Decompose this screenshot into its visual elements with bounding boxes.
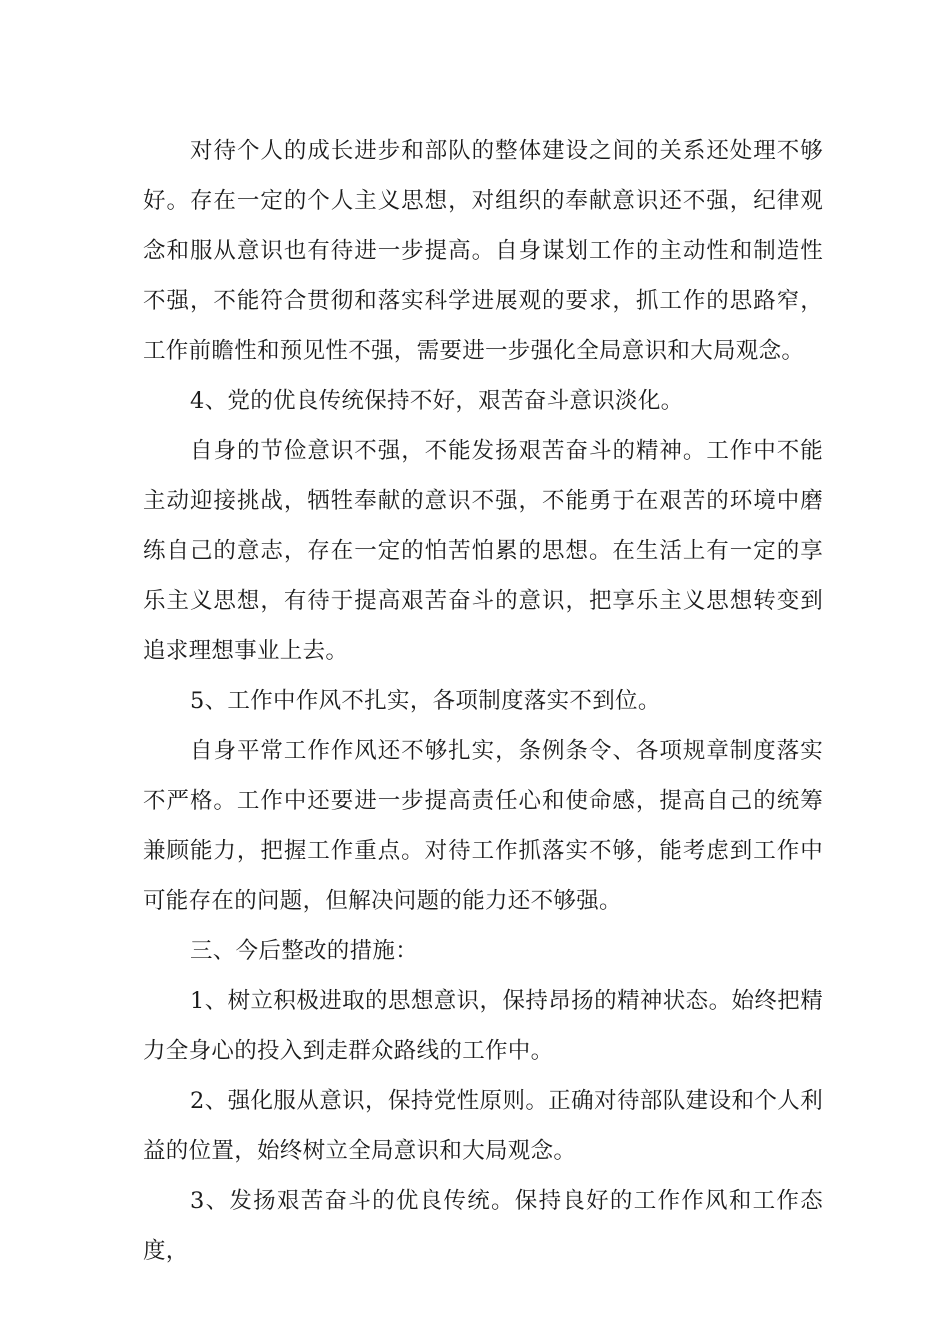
heading-item-5: 5、工作中作风不扎实，各项制度落实不到位。 <box>190 688 661 714</box>
paragraph-work-style: 自身平常工作作风还不够扎实，条例条令、各项规章制度落实不严格。工作中还要进一步提高责任心和使命感，提高自己的统筹兼顾能力，把握工作重点。对待工作抓落实不够，能考虑到工作中可能存在的问题，但解决问题的能力还不够强。 <box>143 738 823 914</box>
measure-item-3: 3、发扬艰苦奋斗的优良传统。保持良好的工作作风和工作态度， <box>143 1188 823 1264</box>
measure-item-2: 2、强化服从意识，保持党性原则。正确对待部队建设和个人利益的位置，始终树立全局意识和大局观念。 <box>143 1088 823 1164</box>
heading-item-4: 4、党的优良传统保持不好，艰苦奋斗意识淡化。 <box>190 388 684 414</box>
document-body <box>143 126 823 1276</box>
paragraph-frugality: 自身的节俭意识不强，不能发扬艰苦奋斗的精神。工作中不能主动迎接挑战，牺牲奉献的意识不强，不能勇于在艰苦的环境中磨练自己的意志，存在一定的怕苦怕累的思想。在生活上有一定的享乐主义思想，有待于提高艰苦奋斗的意识，把享乐主义思想转变到追求理想事业上去。 <box>143 438 823 664</box>
measure-item-1: 1、树立积极进取的思想意识，保持昂扬的精神状态。始终把精力全身心的投入到走群众路线的工作中。 <box>143 988 823 1064</box>
section-heading-measures: 三、今后整改的措施： <box>190 938 419 964</box>
paragraph-relationship: 对待个人的成长进步和部队的整体建设之间的关系还处理不够好。存在一定的个人主义思想，对组织的奉献意识还不强，纪律观念和服从意识也有待进一步提高。自身谋划工作的主动性和制造性不强，不能符合贯彻和落实科学进展观的要求，抓工作的思路窄，工作前瞻性和预见性不强，需要进一步强化全局意识和大局观念。 <box>143 138 823 364</box>
